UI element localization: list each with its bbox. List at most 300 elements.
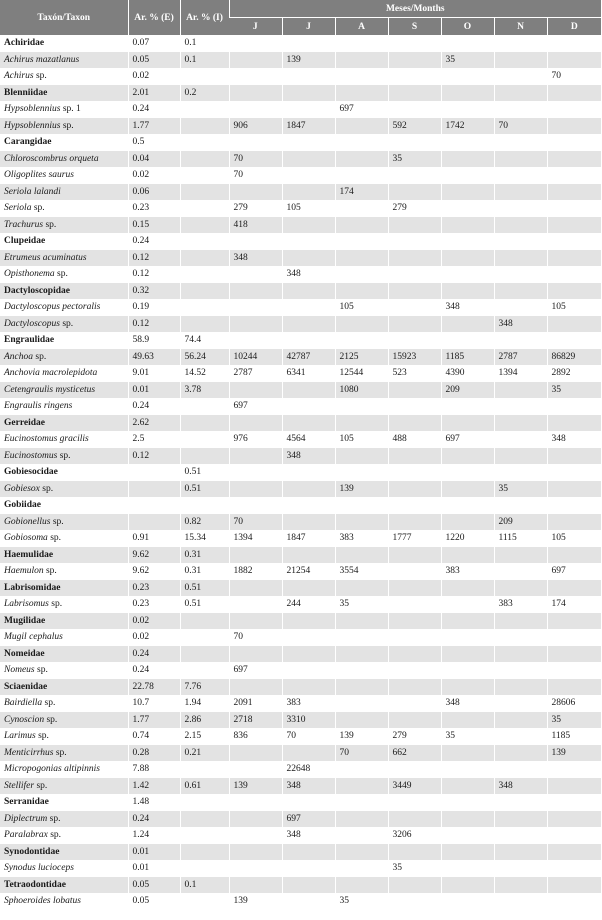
taxon-name: Tetraodontidae bbox=[4, 879, 66, 890]
month-value-cell bbox=[229, 497, 282, 514]
month-value-cell bbox=[335, 332, 388, 349]
taxon-row bbox=[0, 778, 601, 795]
taxon-suffix: sp. bbox=[44, 714, 58, 725]
ar-i-cell: 0.51 bbox=[180, 580, 229, 597]
taxon-suffix: sp. bbox=[47, 830, 62, 841]
month-value-cell bbox=[547, 778, 601, 795]
month-value-cell bbox=[335, 250, 388, 267]
month-value-cell bbox=[494, 580, 547, 597]
header-month: S bbox=[388, 18, 441, 36]
taxon-suffix: sp. bbox=[33, 71, 47, 82]
taxon-row bbox=[0, 827, 601, 844]
ar-e-cell: 1.48 bbox=[128, 794, 180, 811]
ar-e-cell: 0.12 bbox=[128, 266, 180, 283]
ar-e-cell: 0.02 bbox=[128, 613, 180, 630]
month-value-cell: 174 bbox=[547, 596, 601, 613]
taxon-name: Dactyloscopus bbox=[4, 318, 60, 329]
taxon-row bbox=[0, 893, 601, 910]
ar-i-cell bbox=[180, 68, 229, 85]
month-value-cell bbox=[282, 85, 335, 102]
month-value-cell bbox=[441, 35, 494, 52]
ar-i-cell bbox=[180, 448, 229, 465]
month-value-cell: 906 bbox=[229, 118, 282, 135]
month-value-cell bbox=[494, 398, 547, 415]
month-value-cell bbox=[335, 778, 388, 795]
header-month: A bbox=[335, 18, 388, 36]
month-value-cell bbox=[282, 151, 335, 168]
month-value-cell: 697 bbox=[547, 563, 601, 580]
ar-e-cell bbox=[128, 497, 180, 514]
month-value-cell: 15923 bbox=[388, 349, 441, 366]
taxon-suffix: sp. bbox=[50, 516, 64, 527]
month-value-cell bbox=[494, 728, 547, 745]
taxon-row bbox=[0, 596, 601, 613]
month-value-cell bbox=[547, 646, 601, 663]
month-value-cell bbox=[282, 662, 335, 679]
taxon-row bbox=[0, 481, 601, 498]
month-value-cell: 209 bbox=[441, 382, 494, 399]
month-value-cell bbox=[388, 382, 441, 399]
month-value-cell bbox=[388, 679, 441, 696]
family-row bbox=[0, 332, 601, 349]
month-value-cell bbox=[229, 448, 282, 465]
ar-e-cell: 1.24 bbox=[128, 827, 180, 844]
month-value-cell bbox=[282, 134, 335, 151]
month-value-cell bbox=[494, 250, 547, 267]
month-value-cell: 348 bbox=[282, 778, 335, 795]
taxon-name: Seriola lalandi bbox=[4, 186, 61, 197]
taxon-name: Stellifer bbox=[4, 780, 35, 791]
ar-e-cell: 9.62 bbox=[128, 563, 180, 580]
month-value-cell bbox=[547, 613, 601, 630]
taxon-name: Serranidae bbox=[4, 797, 49, 808]
month-value-cell bbox=[547, 233, 601, 250]
month-value-cell bbox=[229, 811, 282, 828]
month-value-cell bbox=[388, 580, 441, 597]
taxon-row bbox=[0, 250, 601, 267]
taxon-suffix: sp. bbox=[34, 780, 48, 791]
month-value-cell: 3449 bbox=[388, 778, 441, 795]
month-value-cell bbox=[282, 382, 335, 399]
month-value-cell bbox=[494, 547, 547, 564]
month-value-cell: 139 bbox=[547, 745, 601, 762]
month-value-cell bbox=[547, 151, 601, 168]
taxon-name: Gobiesocidae bbox=[4, 467, 58, 478]
month-value-cell bbox=[388, 35, 441, 52]
taxon-name: Hypsoblennius bbox=[4, 104, 61, 115]
month-value-cell: 3206 bbox=[388, 827, 441, 844]
ar-i-cell bbox=[180, 134, 229, 151]
taxon-row bbox=[0, 811, 601, 828]
month-value-cell bbox=[547, 200, 601, 217]
ar-e-cell: 0.04 bbox=[128, 151, 180, 168]
family-row bbox=[0, 233, 601, 250]
month-value-cell: 2892 bbox=[547, 365, 601, 382]
ar-i-cell: 0.21 bbox=[180, 745, 229, 762]
taxon-row bbox=[0, 629, 601, 646]
taxon-row bbox=[0, 167, 601, 184]
month-value-cell bbox=[441, 85, 494, 102]
ar-i-cell: 0.1 bbox=[180, 52, 229, 69]
month-value-cell: 2091 bbox=[229, 695, 282, 712]
month-value-cell bbox=[547, 794, 601, 811]
month-value-cell: 348 bbox=[494, 316, 547, 333]
month-value-cell: 12544 bbox=[335, 365, 388, 382]
taxon-row bbox=[0, 431, 601, 448]
ar-e-cell: 2.5 bbox=[128, 431, 180, 448]
month-value-cell bbox=[388, 184, 441, 201]
month-value-cell bbox=[494, 745, 547, 762]
month-value-cell bbox=[335, 877, 388, 894]
taxon-name: Dactyloscopidae bbox=[4, 285, 70, 296]
month-value-cell bbox=[441, 745, 494, 762]
ar-e-cell: 0.05 bbox=[128, 877, 180, 894]
ar-i-cell bbox=[180, 316, 229, 333]
month-value-cell: 348 bbox=[441, 695, 494, 712]
ar-i-cell: 3.78 bbox=[180, 382, 229, 399]
month-value-cell: 3310 bbox=[282, 712, 335, 729]
ar-i-cell: 0.31 bbox=[180, 547, 229, 564]
month-value-cell bbox=[441, 415, 494, 432]
month-value-cell bbox=[441, 580, 494, 597]
taxon-suffix: sp. bbox=[31, 203, 45, 214]
month-value-cell: 348 bbox=[282, 448, 335, 465]
taxon-cell bbox=[0, 761, 128, 778]
month-value-cell bbox=[441, 200, 494, 217]
taxon-cell bbox=[0, 877, 128, 894]
month-value-cell bbox=[282, 844, 335, 861]
month-value-cell bbox=[335, 712, 388, 729]
month-value-cell bbox=[388, 332, 441, 349]
ar-i-cell: 74.4 bbox=[180, 332, 229, 349]
ar-e-cell: 0.23 bbox=[128, 596, 180, 613]
month-value-cell bbox=[494, 217, 547, 234]
taxon-cell bbox=[0, 382, 128, 399]
month-value-cell bbox=[229, 580, 282, 597]
taxon-name: Hypsoblennius bbox=[4, 120, 61, 131]
taxon-name: Bairdiella bbox=[4, 698, 43, 709]
month-value-cell bbox=[335, 844, 388, 861]
family-row bbox=[0, 613, 601, 630]
month-value-cell: 139 bbox=[229, 778, 282, 795]
month-value-cell: 70 bbox=[494, 118, 547, 135]
taxon-cell bbox=[0, 547, 128, 564]
month-value-cell bbox=[547, 827, 601, 844]
month-value-cell bbox=[441, 679, 494, 696]
taxon-name: Carangidae bbox=[4, 137, 52, 148]
taxon-name: Clupeidae bbox=[4, 236, 46, 247]
month-value-cell: 35 bbox=[441, 728, 494, 745]
taxon-row bbox=[0, 382, 601, 399]
month-value-cell: 70 bbox=[229, 151, 282, 168]
taxon-row bbox=[0, 530, 601, 547]
ar-i-cell bbox=[180, 794, 229, 811]
month-value-cell bbox=[229, 101, 282, 118]
taxon-name: Paralabrax bbox=[4, 830, 48, 841]
month-value-cell bbox=[441, 316, 494, 333]
month-value-cell bbox=[335, 679, 388, 696]
month-value-cell bbox=[335, 464, 388, 481]
month-value-cell bbox=[388, 761, 441, 778]
taxon-cell bbox=[0, 530, 128, 547]
month-value-cell bbox=[282, 497, 335, 514]
taxon-name: Mugil cephalus bbox=[4, 632, 63, 643]
ar-i-cell bbox=[180, 266, 229, 283]
taxon-name: Eucinostomus gracilis bbox=[4, 434, 89, 445]
taxon-name: Engraulis ringens bbox=[4, 401, 73, 412]
month-value-cell bbox=[335, 547, 388, 564]
family-row bbox=[0, 580, 601, 597]
table-body bbox=[0, 35, 601, 910]
month-value-cell bbox=[282, 877, 335, 894]
month-value-cell: 139 bbox=[335, 728, 388, 745]
month-value-cell: 1742 bbox=[441, 118, 494, 135]
month-value-cell bbox=[388, 68, 441, 85]
month-value-cell: 2787 bbox=[494, 349, 547, 366]
month-value-cell: 1185 bbox=[547, 728, 601, 745]
taxon-name: Mugilidae bbox=[4, 615, 46, 626]
taxon-cell bbox=[0, 118, 128, 135]
family-row bbox=[0, 794, 601, 811]
taxon-cell bbox=[0, 398, 128, 415]
month-value-cell bbox=[494, 134, 547, 151]
taxon-suffix: sp. bbox=[43, 566, 57, 577]
month-value-cell bbox=[335, 35, 388, 52]
month-value-cell bbox=[494, 382, 547, 399]
month-value-cell bbox=[441, 250, 494, 267]
month-value-cell bbox=[441, 497, 494, 514]
month-value-cell: 383 bbox=[282, 695, 335, 712]
taxon-suffix: sp. bbox=[53, 747, 67, 758]
month-value-cell: 1882 bbox=[229, 563, 282, 580]
family-row bbox=[0, 877, 601, 894]
month-value-cell: 35 bbox=[547, 712, 601, 729]
month-value-cell: 139 bbox=[335, 481, 388, 498]
month-value-cell: 105 bbox=[335, 431, 388, 448]
taxon-name: Synodus lucioceps bbox=[4, 863, 74, 874]
month-value-cell bbox=[335, 860, 388, 877]
month-value-cell: 383 bbox=[441, 563, 494, 580]
month-value-cell bbox=[388, 415, 441, 432]
month-value-cell bbox=[441, 778, 494, 795]
taxon-name: Etrumeus acuminatus bbox=[4, 252, 87, 263]
table-header bbox=[0, 0, 601, 35]
month-value-cell bbox=[335, 217, 388, 234]
month-value-cell bbox=[494, 299, 547, 316]
month-value-cell: 488 bbox=[388, 431, 441, 448]
ar-e-cell: 0.74 bbox=[128, 728, 180, 745]
month-value-cell bbox=[388, 646, 441, 663]
taxon-cell bbox=[0, 415, 128, 432]
month-value-cell: 1847 bbox=[282, 530, 335, 547]
ar-i-cell bbox=[180, 662, 229, 679]
taxon-cell bbox=[0, 695, 128, 712]
month-value-cell bbox=[282, 68, 335, 85]
taxon-cell bbox=[0, 662, 128, 679]
taxon-suffix: sp. bbox=[54, 269, 68, 280]
ar-e-cell: 0.28 bbox=[128, 745, 180, 762]
month-value-cell bbox=[494, 497, 547, 514]
taxon-row bbox=[0, 761, 601, 778]
ar-e-cell: 0.05 bbox=[128, 893, 180, 910]
month-value-cell bbox=[335, 761, 388, 778]
ar-e-cell: 0.5 bbox=[128, 134, 180, 151]
month-value-cell bbox=[282, 481, 335, 498]
taxon-row bbox=[0, 514, 601, 531]
taxon-cell bbox=[0, 811, 128, 828]
ar-i-cell bbox=[180, 398, 229, 415]
month-value-cell: 6341 bbox=[282, 365, 335, 382]
ar-i-cell bbox=[180, 646, 229, 663]
family-row bbox=[0, 283, 601, 300]
month-value-cell bbox=[547, 514, 601, 531]
ar-e-cell: 0.24 bbox=[128, 662, 180, 679]
month-value-cell bbox=[441, 68, 494, 85]
ar-e-cell: 0.02 bbox=[128, 629, 180, 646]
ar-e-cell: 0.01 bbox=[128, 382, 180, 399]
month-value-cell bbox=[494, 613, 547, 630]
month-value-cell bbox=[494, 844, 547, 861]
month-value-cell: 697 bbox=[441, 431, 494, 448]
month-value-cell bbox=[388, 464, 441, 481]
month-value-cell bbox=[229, 299, 282, 316]
month-value-cell: 662 bbox=[388, 745, 441, 762]
month-value-cell: 105 bbox=[282, 200, 335, 217]
month-value-cell: 418 bbox=[229, 217, 282, 234]
month-value-cell bbox=[494, 266, 547, 283]
ar-e-cell: 1.77 bbox=[128, 118, 180, 135]
month-value-cell bbox=[229, 745, 282, 762]
taxon-cell bbox=[0, 745, 128, 762]
month-value-cell bbox=[494, 85, 547, 102]
month-value-cell bbox=[388, 547, 441, 564]
month-value-cell bbox=[282, 613, 335, 630]
month-value-cell bbox=[282, 629, 335, 646]
month-value-cell bbox=[441, 283, 494, 300]
month-value-cell bbox=[494, 662, 547, 679]
month-value-cell bbox=[335, 134, 388, 151]
month-value-cell bbox=[441, 167, 494, 184]
month-value-cell bbox=[494, 184, 547, 201]
taxon-suffix: sp. bbox=[57, 450, 71, 461]
taxon-cell bbox=[0, 151, 128, 168]
taxon-cell bbox=[0, 85, 128, 102]
taxon-suffix: sp. bbox=[59, 318, 74, 329]
month-value-cell bbox=[547, 448, 601, 465]
month-value-cell bbox=[229, 596, 282, 613]
ar-i-cell: 0.51 bbox=[180, 481, 229, 498]
taxon-suffix: sp. 1 bbox=[60, 104, 81, 115]
month-value-cell bbox=[547, 217, 601, 234]
month-value-cell bbox=[494, 827, 547, 844]
month-value-cell bbox=[335, 811, 388, 828]
header-month: J bbox=[229, 18, 282, 36]
month-value-cell: 1394 bbox=[229, 530, 282, 547]
month-value-cell: 1115 bbox=[494, 530, 547, 547]
taxon-name: Sciaenidae bbox=[4, 681, 48, 692]
taxon-name: Blenniidae bbox=[4, 87, 48, 98]
month-value-cell bbox=[494, 200, 547, 217]
month-value-cell bbox=[229, 679, 282, 696]
taxon-cell bbox=[0, 250, 128, 267]
ar-i-cell: 1.94 bbox=[180, 695, 229, 712]
taxon-name: Labrisomus bbox=[4, 599, 49, 610]
ar-i-cell: 0.61 bbox=[180, 778, 229, 795]
month-value-cell bbox=[547, 316, 601, 333]
taxon-name: Gerreidae bbox=[4, 417, 45, 428]
taxon-suffix: sp. bbox=[47, 813, 61, 824]
header-month: O bbox=[441, 18, 494, 36]
taxon-row bbox=[0, 695, 601, 712]
ar-e-cell: 0.02 bbox=[128, 167, 180, 184]
month-value-cell bbox=[547, 464, 601, 481]
month-value-cell bbox=[229, 415, 282, 432]
month-value-cell bbox=[441, 629, 494, 646]
month-value-cell bbox=[441, 266, 494, 283]
month-value-cell: 523 bbox=[388, 365, 441, 382]
month-value-cell bbox=[335, 316, 388, 333]
month-value-cell bbox=[441, 547, 494, 564]
month-value-cell bbox=[388, 563, 441, 580]
month-value-cell bbox=[282, 893, 335, 910]
month-value-cell bbox=[229, 794, 282, 811]
month-value-cell: 1394 bbox=[494, 365, 547, 382]
taxon-row bbox=[0, 217, 601, 234]
month-value-cell bbox=[441, 662, 494, 679]
taxon-cell bbox=[0, 299, 128, 316]
month-value-cell bbox=[229, 646, 282, 663]
taxon-cell bbox=[0, 827, 128, 844]
taxon-row bbox=[0, 728, 601, 745]
header-taxon: Taxón/Taxon bbox=[0, 0, 128, 35]
month-value-cell bbox=[441, 596, 494, 613]
month-value-cell: 1185 bbox=[441, 349, 494, 366]
family-row bbox=[0, 35, 601, 52]
month-value-cell: 86829 bbox=[547, 349, 601, 366]
taxon-cell bbox=[0, 35, 128, 52]
month-value-cell bbox=[335, 398, 388, 415]
month-value-cell bbox=[335, 497, 388, 514]
month-value-cell bbox=[282, 679, 335, 696]
taxon-row bbox=[0, 662, 601, 679]
month-value-cell bbox=[441, 811, 494, 828]
taxon-cell bbox=[0, 266, 128, 283]
month-value-cell bbox=[547, 35, 601, 52]
taxon-cell bbox=[0, 712, 128, 729]
month-value-cell bbox=[547, 184, 601, 201]
month-value-cell bbox=[494, 101, 547, 118]
month-value-cell bbox=[494, 35, 547, 52]
taxon-row bbox=[0, 52, 601, 69]
ar-i-cell bbox=[180, 827, 229, 844]
ar-i-cell bbox=[180, 431, 229, 448]
ar-e-cell: 0.32 bbox=[128, 283, 180, 300]
month-value-cell bbox=[441, 151, 494, 168]
month-value-cell: 22648 bbox=[282, 761, 335, 778]
family-row bbox=[0, 134, 601, 151]
month-value-cell bbox=[547, 497, 601, 514]
month-value-cell bbox=[388, 481, 441, 498]
month-value-cell: 697 bbox=[229, 398, 282, 415]
taxon-row bbox=[0, 316, 601, 333]
month-value-cell bbox=[335, 167, 388, 184]
month-value-cell bbox=[282, 283, 335, 300]
ar-i-cell: 0.51 bbox=[180, 596, 229, 613]
month-value-cell bbox=[282, 860, 335, 877]
month-value-cell bbox=[388, 283, 441, 300]
ar-e-cell: 0.12 bbox=[128, 250, 180, 267]
month-value-cell: 348 bbox=[229, 250, 282, 267]
